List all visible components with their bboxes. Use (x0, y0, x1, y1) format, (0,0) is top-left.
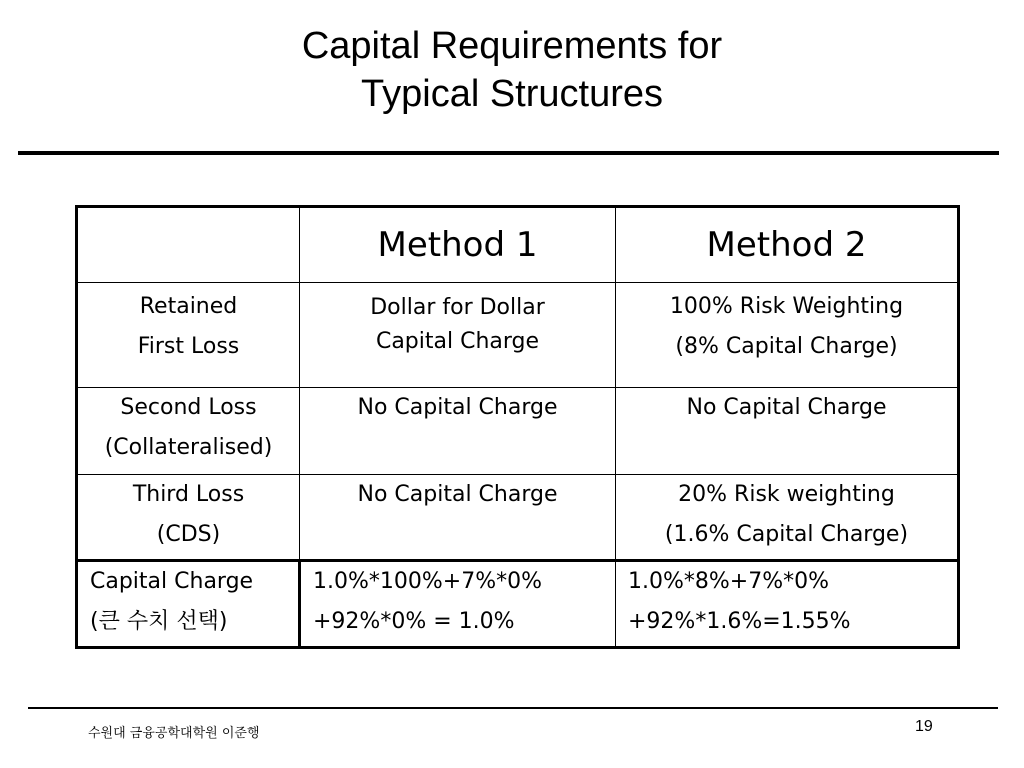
footer-text: 수원대 금융공학대학원 이준행 (88, 726, 260, 741)
cell-text: Second Loss (120, 395, 257, 420)
method-1-cell (300, 283, 616, 388)
table-row (77, 388, 959, 475)
slide-title (0, 22, 1024, 118)
cell-text: Dollar for Dollar (370, 295, 545, 320)
cell-text: No Capital Charge (357, 482, 558, 507)
cell-text: (8% Capital Charge) (675, 334, 898, 359)
capital-requirements-table (75, 205, 960, 649)
method-1-cell (300, 561, 616, 648)
cell-text: Capital Charge (375, 329, 540, 354)
cell-text: Capital Charge (90, 569, 254, 594)
cell-text: 100% Risk Weighting (669, 294, 904, 319)
table-row (77, 475, 959, 561)
page-number: 19 (915, 718, 933, 735)
method-2-cell (616, 561, 959, 648)
header-cell-method-1: Method 1 (300, 207, 616, 283)
method-1-cell (300, 388, 616, 475)
table-row (77, 283, 959, 388)
cell-text: (Collateralised) (104, 435, 273, 460)
cell-text: +92%*1.6%=1.55% (628, 609, 851, 634)
cell-text: 1.0%*100%+7%*0% (313, 569, 543, 594)
cell-text: No Capital Charge (357, 395, 558, 420)
cell-text: (큰 수치 선택) (90, 609, 228, 634)
cell-text: (1.6% Capital Charge) (664, 522, 909, 547)
cell-text: First Loss (137, 334, 240, 359)
cell-text: +92%*0% = 1.0% (313, 609, 515, 634)
row-label-cell (77, 561, 300, 648)
header-cell-empty (77, 207, 300, 283)
cell-text: 1.0%*8%+7%*0% (628, 569, 830, 594)
cell-text: (CDS) (156, 522, 221, 547)
cell-text: 20% Risk weighting (678, 482, 895, 507)
table-header-row (77, 207, 959, 283)
method-1-cell (300, 475, 616, 561)
footer-divider (28, 707, 998, 709)
header-cell-method-2: Method 2 (616, 207, 959, 283)
method-2-cell (616, 283, 959, 388)
title-line-2: Typical Structures (361, 73, 663, 115)
row-label-cell (77, 475, 300, 561)
cell-text: No Capital Charge (686, 395, 887, 420)
row-label-cell (77, 388, 300, 475)
cell-text: Retained (139, 294, 238, 319)
title-divider (18, 151, 999, 155)
row-label-cell (77, 283, 300, 388)
cell-text: Third Loss (132, 482, 245, 507)
method-2-cell (616, 388, 959, 475)
table-row (77, 561, 959, 648)
title-line-1: Capital Requirements for (301, 25, 723, 67)
method-2-cell (616, 475, 959, 561)
